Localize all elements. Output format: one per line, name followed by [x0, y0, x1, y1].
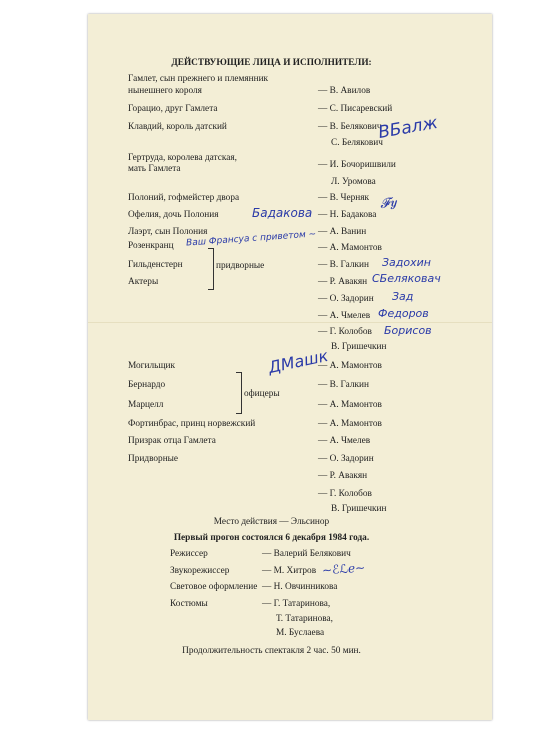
actor-3: — В. Белякович: [318, 122, 382, 132]
role-marcellus: Марцелл: [128, 400, 164, 410]
actor-10: — А. Мамонтов: [318, 243, 382, 253]
actor-24: — Г. Колобов: [318, 489, 372, 499]
actor-13: — О. Задорин: [318, 294, 374, 304]
premiere-date: Первый прогон состоялся 6 декабря 1984 года.: [173, 533, 370, 543]
crew-name-costumes-2: Т. Татаринова,: [276, 614, 333, 624]
group-label-officers: офицеры: [244, 389, 280, 399]
actor-17: — А. Мамонтов: [318, 361, 382, 371]
role-ghost: Призрак отца Гамлета: [128, 436, 216, 446]
actor-4: С. Белякович: [331, 138, 383, 148]
role-polonius: Полоний, гофмейстер двора: [128, 193, 240, 203]
role-hamlet-1: Гамлет, сын прежнего и племянник: [128, 74, 269, 84]
crew-name-lighting: — Н. Овчинникова: [262, 582, 338, 592]
signature-autograph-7: Зад: [392, 290, 414, 303]
role-courtiers: Придворные: [128, 454, 179, 464]
performance-duration: Продолжительность спектакля 2 час. 50 мин.: [182, 646, 361, 656]
signature-autograph-5: Задохин: [382, 256, 431, 269]
signature-autograph-2: Бадакова: [252, 206, 313, 220]
actor-8: — Н. Бадакова: [318, 210, 377, 220]
signature-autograph-11: ~ℰℒℯ~: [321, 560, 366, 578]
actor-19: — А. Мамонтов: [318, 400, 382, 410]
signature-autograph-1: ВБалж: [376, 112, 440, 144]
crew-role-director: Режиссер: [170, 549, 208, 559]
role-rosencrantz: Розенкранц: [128, 241, 174, 251]
actor-1: — В. Авилов: [318, 86, 371, 96]
group-label-courtiers: придворные: [216, 261, 265, 271]
role-gertrude-2: мать Гамлета: [128, 164, 181, 174]
actor-2: — С. Писаревский: [318, 104, 393, 114]
brace-courtiers: [208, 248, 214, 290]
actor-25: В. Гришечкин: [331, 504, 387, 514]
crew-name-director: — Валерий Белякович: [262, 549, 351, 559]
crew-role-costumes: Костюмы: [170, 599, 208, 609]
role-gertrude-1: Гертруда, королева датская,: [128, 153, 237, 163]
crew-name-sound: — М. Хитров: [262, 566, 317, 576]
role-ophelia: Офелия, дочь Полония: [128, 210, 219, 220]
actor-21: — А. Чмелев: [318, 436, 371, 446]
signature-autograph-3: Ваш Франсуа с приветом ~: [185, 229, 317, 249]
actor-16: В. Гришечкин: [331, 342, 387, 352]
signature-autograph-10: ДМашк: [266, 345, 330, 378]
actor-7: — В. Черняк: [318, 193, 370, 203]
crew-name-costumes-1: — Г. Татаринова,: [262, 599, 331, 609]
actor-22: — О. Задорин: [318, 454, 374, 464]
brace-officers: [236, 372, 242, 414]
actor-14: — А. Чмелев: [318, 311, 371, 321]
actor-6: Л. Уромова: [331, 177, 376, 187]
crew-role-lighting: Световое оформление: [170, 582, 258, 592]
crew-name-costumes-3: М. Буслаева: [276, 628, 325, 638]
signature-autograph-4: 𝓕𝒚: [379, 194, 398, 213]
role-laertes: Лаэрт, сын Полония: [128, 227, 208, 237]
role-fortinbras: Фортинбрас, принц норвежский: [128, 419, 256, 429]
actor-20: — А. Мамонтов: [318, 419, 382, 429]
cast-heading: ДЕЙСТВУЮЩИЕ ЛИЦА И ИСПОЛНИТЕЛИ:: [171, 58, 372, 68]
actor-9: — А. Ванин: [318, 227, 367, 237]
role-claudius: Клавдий, король датский: [128, 122, 227, 132]
role-gravedigger: Могильщик: [128, 361, 176, 371]
actor-11: — В. Галкин: [318, 260, 369, 270]
role-actors: Актеры: [128, 277, 159, 287]
role-guildenstern: Гильденстерн: [128, 260, 183, 270]
signature-autograph-6: СБеляковач: [372, 272, 441, 285]
signature-autograph-8: Федоров: [378, 307, 429, 320]
role-horatio: Горацио, друг Гамлета: [128, 104, 218, 114]
crew-role-sound: Звукорежиссер: [170, 566, 230, 576]
actor-12: — Р. Авакян: [318, 277, 368, 287]
role-bernardo: Бернардо: [128, 380, 166, 390]
role-hamlet-2: нынешнего короля: [128, 86, 202, 96]
signature-autograph-9: Борисов: [384, 324, 432, 337]
fold-line: [88, 322, 492, 323]
actor-5: — И. Бочоришвили: [318, 160, 396, 170]
actor-18: — В. Галкин: [318, 380, 369, 390]
place-of-action: Место действия — Эльсинор: [213, 517, 330, 527]
actor-15: — Г. Колобов: [318, 327, 372, 337]
actor-23: — Р. Авакян: [318, 471, 368, 481]
